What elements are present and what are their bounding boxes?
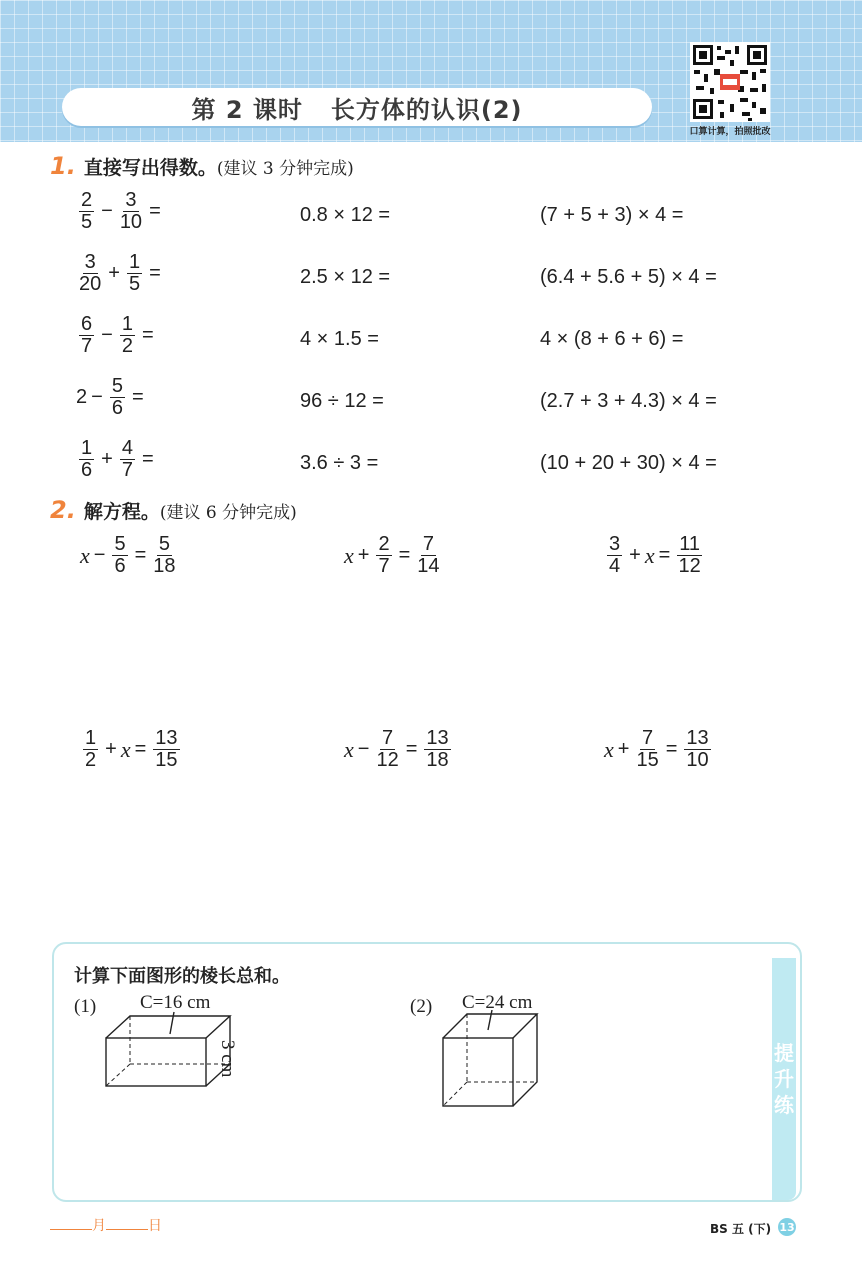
calc-2-4: 96 ÷ 12 =	[300, 390, 384, 412]
problem-2-label: (2)	[410, 996, 433, 1017]
calc-2-1: 0.8 × 12 =	[300, 204, 391, 226]
section-2-heading	[50, 496, 297, 524]
section-1-title: 直接写出得数。	[83, 157, 217, 179]
date-line	[50, 1215, 162, 1235]
qr-caption: 口算计算，拍照批改	[689, 127, 771, 137]
month-label: 月	[92, 1218, 106, 1234]
calc-3-3: 4 × (8 + 6 + 6) =	[540, 328, 684, 350]
calc-1-1: $\frac{2}{5}$ − $\frac{3}{10}$ =	[81, 189, 161, 233]
calc-3-4: (2.7 + 3 + 4.3) × 4 =	[540, 390, 717, 412]
calc-3-1: (7 + 5 + 3) × 4 =	[540, 204, 684, 226]
cuboid-figure	[100, 1010, 240, 1092]
section-2-title: 解方程。	[83, 501, 160, 523]
extension-title: 计算下面图形的棱长总和。	[74, 966, 290, 987]
equation-4: $\frac{1}{2}$ + x = $\frac{13}{15}$	[85, 727, 178, 771]
calc-3-5: (10 + 20 + 30) × 4 =	[540, 452, 717, 474]
equation-3: $\frac{3}{4}$ + x = $\frac{11}{12}$	[609, 533, 701, 577]
calc-2-5: 3.6 ÷ 3 =	[300, 452, 379, 474]
calc-1-4: 2 − $\frac{5}{6}$ =	[76, 375, 144, 419]
qr-code-icon[interactable]	[690, 42, 770, 122]
page-number: 13	[778, 1218, 796, 1236]
section-1-note: (建议 3 分钟完成)	[216, 159, 354, 179]
equation-5: x − $\frac{7}{12}$ = $\frac{13}{18}$	[344, 727, 449, 771]
section-2-number: 2.	[50, 496, 76, 524]
calc-1-5: $\frac{1}{6}$ + $\frac{4}{7}$ =	[81, 437, 154, 481]
page-title	[62, 88, 652, 126]
calc-1-3: $\frac{6}{7}$ − $\frac{1}{2}$ =	[81, 313, 154, 357]
day-label: 日	[148, 1218, 162, 1234]
calc-2-3: 4 × 1.5 =	[300, 328, 379, 350]
section-1-number: 1.	[50, 152, 76, 180]
cuboid-perimeter-label: C=16 cm	[140, 992, 211, 1013]
calc-1-2: $\frac{3}{20}$ + $\frac{1}{5}$ =	[79, 251, 161, 295]
problem-1-label: (1)	[74, 996, 97, 1017]
equation-6: x + $\frac{7}{15}$ = $\frac{13}{10}$	[604, 727, 709, 771]
cube-perimeter-label: C=24 cm	[462, 992, 533, 1013]
book-tag: BS 五 (下)	[710, 1222, 772, 1236]
cuboid-height-label: 3 cm	[217, 1040, 238, 1078]
calc-2-2: 2.5 × 12 =	[300, 266, 391, 288]
cube-figure	[438, 1010, 544, 1110]
lesson-title: 长方体的认识(2)	[330, 95, 523, 124]
calc-3-2: (6.4 + 5.6 + 5) × 4 =	[540, 266, 717, 288]
side-tab: 提 升 练	[772, 958, 796, 1200]
section-1-heading	[50, 152, 354, 180]
section-2-note: (建议 6 分钟完成)	[159, 503, 297, 523]
equation-1: x − $\frac{5}{6}$ = $\frac{5}{18}$	[80, 533, 176, 577]
equation-2: x + $\frac{2}{7}$ = $\frac{7}{14}$	[344, 533, 440, 577]
lesson-number: 第 2 课时	[191, 95, 303, 124]
